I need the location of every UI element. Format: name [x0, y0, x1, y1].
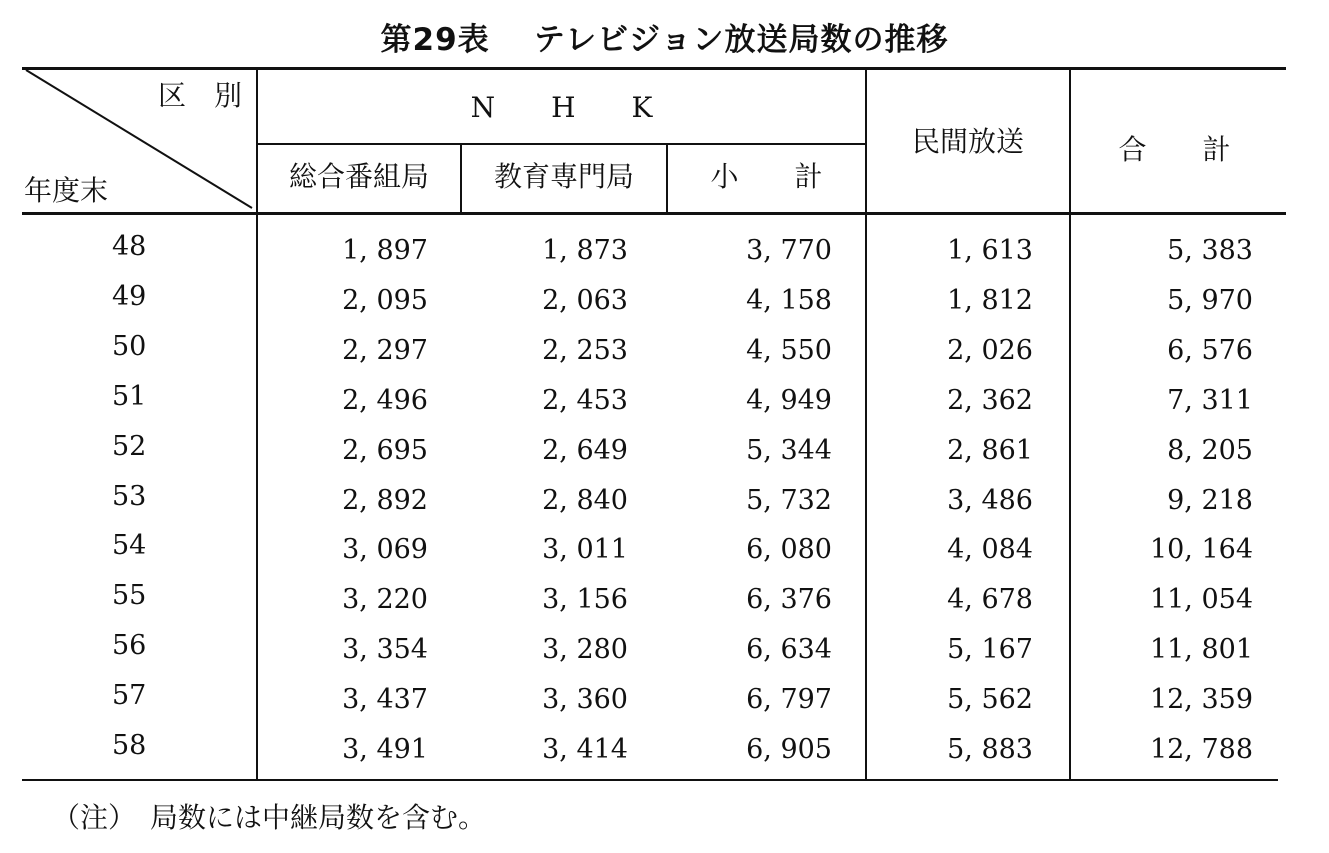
footnote-text: 局数には中継局数を含む。 — [150, 801, 487, 834]
cell-sogo: 3, 437 — [342, 684, 428, 715]
cell-kyoiku: 2, 063 — [542, 285, 628, 316]
cell-minkan: 4, 084 — [947, 534, 1033, 565]
cell-shokei: 6, 634 — [746, 634, 832, 665]
cell-year: 56 — [112, 630, 147, 661]
cell-gokei: 11, 054 — [1149, 584, 1253, 615]
cell-year: 48 — [112, 231, 147, 262]
cell-year: 51 — [112, 381, 147, 412]
header-kyoiku: 教育専門局 — [493, 160, 634, 193]
header-sogo: 総合番組局 — [288, 160, 429, 193]
cell-shokei: 3, 770 — [746, 235, 832, 266]
footnote-label: （注） — [52, 801, 123, 834]
cell-year: 55 — [112, 580, 147, 611]
table-number: 第29表 — [380, 22, 490, 58]
cell-kyoiku: 2, 840 — [542, 485, 628, 516]
cell-sogo: 3, 354 — [342, 634, 428, 665]
cell-year: 57 — [112, 680, 147, 711]
header-shokei: 小 計 — [710, 160, 823, 193]
header-kubun: 区 別 — [158, 79, 243, 112]
header-nendo: 年度末 — [24, 174, 109, 207]
cell-sogo: 2, 695 — [342, 435, 428, 466]
cell-sogo: 2, 892 — [342, 485, 428, 516]
cell-minkan: 2, 362 — [947, 385, 1033, 416]
cell-sogo: 3, 220 — [342, 584, 428, 615]
cell-gokei: 5, 970 — [1167, 285, 1253, 316]
cell-year: 52 — [112, 431, 147, 462]
cell-gokei: 12, 788 — [1149, 734, 1253, 765]
cell-shokei: 4, 949 — [746, 385, 832, 416]
table-title — [0, 14, 1329, 59]
cell-year: 58 — [112, 730, 147, 761]
bottom-rule — [22, 779, 1278, 781]
cell-gokei: 10, 164 — [1149, 534, 1253, 565]
cell-minkan: 2, 861 — [947, 435, 1033, 466]
cell-sogo: 1, 897 — [342, 235, 428, 266]
cell-kyoiku: 3, 414 — [542, 734, 628, 765]
cell-sogo: 2, 496 — [342, 385, 428, 416]
cell-minkan: 4, 678 — [947, 584, 1033, 615]
col-rule-5 — [1069, 68, 1071, 780]
cell-kyoiku: 2, 649 — [542, 435, 628, 466]
cell-minkan: 1, 613 — [947, 235, 1033, 266]
cell-minkan: 5, 883 — [947, 734, 1033, 765]
cell-gokei: 9, 218 — [1167, 485, 1253, 516]
header-nhk: N H K — [470, 91, 653, 124]
cell-kyoiku: 3, 011 — [542, 534, 628, 565]
header-minkan: 民間放送 — [911, 125, 1024, 158]
cell-shokei: 4, 550 — [746, 335, 832, 366]
cell-minkan: 1, 812 — [947, 285, 1033, 316]
cell-year: 50 — [112, 331, 147, 362]
table-title-text: テレビジョン放送局数の推移 — [533, 22, 949, 58]
cell-sogo: 3, 069 — [342, 534, 428, 565]
cell-sogo: 2, 297 — [342, 335, 428, 366]
cell-minkan: 3, 486 — [947, 485, 1033, 516]
col-rule-4 — [865, 68, 867, 780]
cell-shokei: 4, 158 — [746, 285, 832, 316]
header-gokei: 合 計 — [1118, 133, 1231, 166]
cell-year: 49 — [112, 281, 147, 312]
cell-gokei: 8, 205 — [1167, 435, 1253, 466]
cell-year: 53 — [112, 481, 147, 512]
cell-kyoiku: 1, 873 — [542, 235, 628, 266]
cell-year: 54 — [112, 530, 147, 561]
cell-gokei: 6, 576 — [1167, 335, 1253, 366]
cell-gokei: 5, 383 — [1167, 235, 1253, 266]
footnote — [52, 796, 486, 836]
cell-sogo: 3, 491 — [342, 734, 428, 765]
cell-shokei: 5, 732 — [746, 485, 832, 516]
cell-shokei: 5, 344 — [746, 435, 832, 466]
cell-shokei: 6, 797 — [746, 684, 832, 715]
cell-shokei: 6, 080 — [746, 534, 832, 565]
cell-shokei: 6, 905 — [746, 734, 832, 765]
cell-gokei: 7, 311 — [1167, 385, 1253, 416]
cell-kyoiku: 3, 156 — [542, 584, 628, 615]
cell-kyoiku: 2, 253 — [542, 335, 628, 366]
cell-gokei: 11, 801 — [1149, 634, 1253, 665]
cell-sogo: 2, 095 — [342, 285, 428, 316]
cell-kyoiku: 3, 280 — [542, 634, 628, 665]
cell-shokei: 6, 376 — [746, 584, 832, 615]
cell-gokei: 12, 359 — [1149, 684, 1253, 715]
cell-kyoiku: 3, 360 — [542, 684, 628, 715]
cell-minkan: 5, 562 — [947, 684, 1033, 715]
cell-minkan: 2, 026 — [947, 335, 1033, 366]
cell-kyoiku: 2, 453 — [542, 385, 628, 416]
nhk-subheader-rule — [258, 143, 865, 145]
cell-minkan: 5, 167 — [947, 634, 1033, 665]
